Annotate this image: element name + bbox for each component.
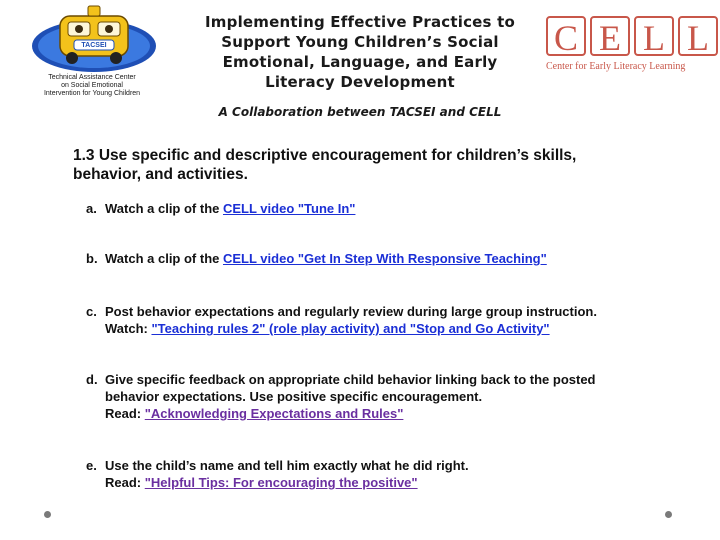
link-acknowledging-expectations[interactable]: "Acknowledging Expectations and Rules" (144, 406, 404, 421)
item-read-line (86, 474, 686, 491)
list-item-a (86, 200, 686, 217)
item-read-line (86, 405, 686, 422)
cell-letter: C (546, 16, 586, 56)
list-item-b (86, 250, 686, 267)
cell-letter: E (590, 16, 630, 56)
section-heading-line: behavior, and activities. (73, 166, 248, 183)
cell-logo (546, 16, 718, 82)
tacsei-caption-line: Technical Assistance Center (48, 74, 136, 81)
item-prefix: Read: (105, 406, 145, 421)
title-line: Support Young Children’s Social (221, 33, 499, 51)
tacsei-caption-line: Intervention for Young Children (43, 90, 141, 97)
item-text: Post behavior expectations and regularly review during large group instruction. (105, 304, 597, 319)
item-text: Watch a clip of the (105, 251, 223, 266)
link-cell-video-get-in-step[interactable]: CELL video "Get In Step With Responsive Teaching" (222, 251, 547, 266)
item-text: behavior expectations. Use positive specific encouragement. (105, 389, 483, 404)
link-teaching-rules[interactable]: "Teaching rules 2" (role play activity) and "Stop and Go Activity" (151, 321, 550, 336)
list-item-e (86, 457, 686, 491)
list-item-c (86, 303, 686, 337)
item-letter: d. (86, 372, 98, 387)
item-prefix: Read: (105, 475, 145, 490)
item-letter: e. (86, 458, 97, 473)
bullet-dot-icon (44, 511, 51, 518)
section-heading-line: 1.3 Use specific and descriptive encouragement for children’s skills, (73, 147, 577, 164)
item-watch-line (86, 320, 686, 337)
tacsei-logo (22, 2, 162, 102)
cell-logo-letters (546, 16, 718, 56)
title-line: Implementing Effective Practices to (205, 13, 515, 31)
page-subtitle: A Collaboration between TACSEI and CELL (218, 105, 502, 119)
cell-letter: L (678, 16, 718, 56)
page-title (190, 12, 530, 92)
item-prefix: Watch: (105, 321, 152, 336)
title-line: Emotional, Language, and Early (222, 53, 498, 71)
list-item-d (86, 371, 686, 422)
cell-logo-caption: Center for Early Literacy Learning (546, 61, 686, 72)
item-text: Give specific feedback on appropriate child behavior linking back to the posted (105, 372, 596, 387)
link-cell-video-tune-in[interactable]: CELL video "Tune In" (222, 201, 356, 216)
section-heading (73, 146, 633, 184)
tacsei-caption (22, 74, 162, 98)
tacsei-bus-icon (22, 2, 162, 74)
item-letter: c. (86, 304, 97, 319)
item-text: Use the child’s name and tell him exactly what he did right. (105, 458, 469, 473)
item-letter: b. (86, 251, 98, 266)
bullet-dot-icon (665, 511, 672, 518)
tacsei-badge-text: TACSEI (81, 42, 107, 49)
item-text: Watch a clip of the (105, 201, 223, 216)
cell-letter: L (634, 16, 674, 56)
title-line: Literacy Development (265, 73, 455, 91)
item-letter: a. (86, 201, 97, 216)
tacsei-caption-line: on Social Emotional (61, 82, 123, 89)
link-helpful-tips[interactable]: "Helpful Tips: For encouraging the positive" (144, 475, 418, 490)
